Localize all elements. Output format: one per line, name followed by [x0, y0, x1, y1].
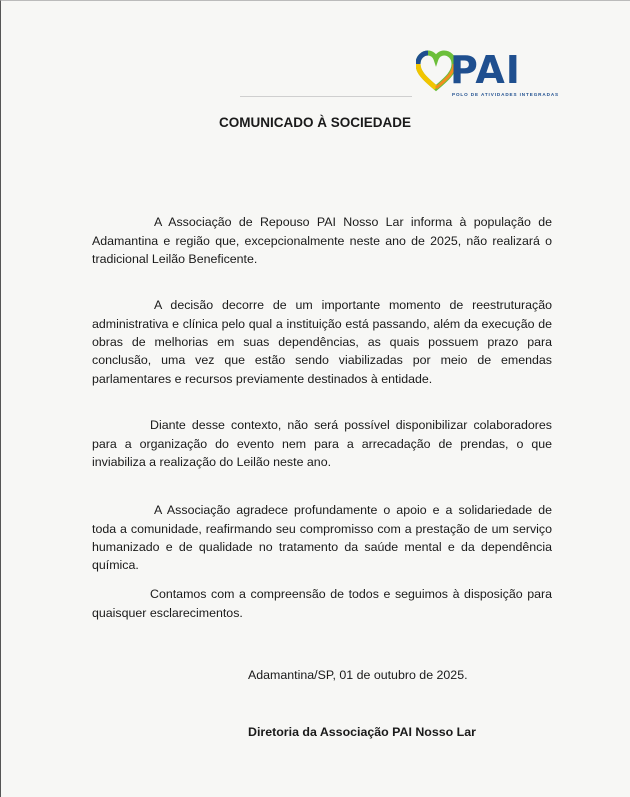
pai-logo	[416, 48, 560, 104]
paragraph-3: Diante desse contexto, não será possível disponibilizar colaboradores para a organização do evento nem para a arrecadação de prendas, o que inviabiliza a realização do Leilão neste ano.	[92, 418, 552, 469]
date-line: Adamantina/SP, 01 de outubro de 2025.	[248, 668, 468, 682]
header-divider	[240, 96, 412, 97]
logo-word: PAI	[450, 48, 521, 92]
page-title: COMUNICADO À SOCIEDADE	[218, 115, 411, 130]
signature: Diretoria da Associação PAI Nosso Lar	[248, 725, 476, 739]
paragraph-2: A decisão decorre de um importante momento de reestruturação administrativa e clínica pelo qual a instituição está passando, além da execução de obras de melhorias em suas dependências, as quais possuem prazo para conclusão, uma vez que estão sendo viabilizadas por meio de emendas parlamentares e recursos previamente destinados à entidade.	[92, 298, 552, 386]
paragraph-5: Contamos com a compreensão de todos e seguimos à disposição para quaisquer esclarecimentos.	[92, 587, 552, 620]
logo-subtitle: POLO DE ATIVIDADES INTEGRADAS	[452, 92, 560, 97]
paragraph-4: A Associação agradece profundamente o apoio e a solidariedade de toda a comunidade, reafirmando seu compromisso com a prestação de um serviço humanizado e de qualidade no tratamento da saúde mental e da dependência química.	[92, 503, 552, 573]
paragraph-1: A Associação de Repouso PAI Nosso Lar informa à população de Adamantina e região que, excepcionalmente neste ano de 2025, não realizará o tradicional Leilão Beneficente.	[92, 215, 552, 266]
